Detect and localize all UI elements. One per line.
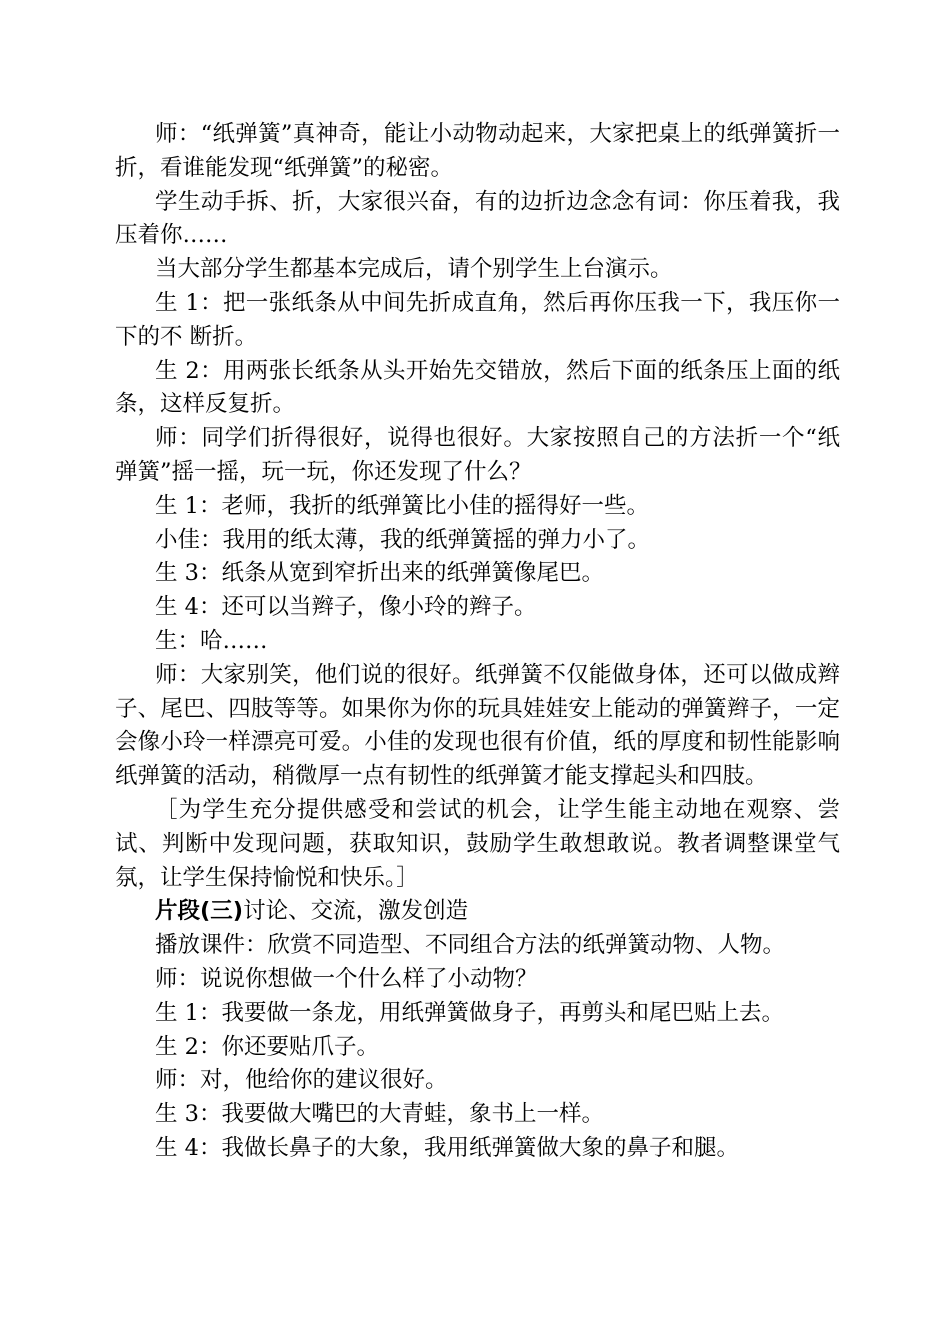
section-paragraph-6: 生 3：我要做大嘴巴的大青蛙，象书上一样。: [155, 1101, 604, 1128]
paragraph-4: 生 1：把一张纸条从中间先折成直角，然后再你压我一下，我压你一下的不 断折。: [115, 289, 840, 350]
paragraph-7: 生 1：老师，我折的纸弹簧比小佳的摇得好一些。: [155, 492, 649, 519]
section-paragraph-1: 播放课件：欣赏不同造型、不同组合方法的纸弹簧动物、人物。: [155, 932, 786, 959]
section-paragraph-3: 生 1：我要做一条龙，用纸弹簧做身子，再剪头和尾巴贴上去。: [155, 999, 784, 1026]
section-paragraph-4: 生 2：你还要贴爪子。: [155, 1033, 379, 1060]
section-heading-label: 片段(三): [155, 898, 244, 925]
paragraph-10: 生 4：还可以当辫子，像小玲的辫子。: [155, 594, 537, 621]
section-heading: [115, 895, 840, 929]
section-heading-title: 讨论、交流，激发创造: [243, 898, 469, 925]
paragraph-6: 师：同学们折得很好，说得也很好。大家按照自己的方法折一个“纸弹簧”摇一摇，玩一玩，你还发现了什么？: [115, 425, 840, 485]
section-paragraph-7: 生 4：我做长鼻子的大象，我用纸弹簧做大象的鼻子和腿。: [155, 1134, 739, 1161]
paragraph-1: 师：“纸弹簧”真神奇，能让小动物动起来，大家把桌上的纸弹簧折一折，看谁能发现“纸弹簧”的秘密。: [115, 121, 840, 181]
paragraph-3: 当大部分学生都基本完成后，请个别学生上台演示。: [155, 256, 673, 283]
paragraph-11: 生：哈……: [155, 627, 268, 654]
paragraph-9: 生 3：纸条从宽到窄折出来的纸弹簧像尾巴。: [155, 560, 604, 587]
paragraph-2: 学生动手拆、折，大家很兴奋，有的边折边念念有词：你压着我，我压着你……: [115, 188, 840, 249]
section-paragraph-2: 师：说说你想做一个什么样了小动物？: [155, 965, 538, 992]
paragraph-12: 师：大家别笑，他们说的很好。纸弹簧不仅能做身体，还可以做成辫子、尾巴、四肢等等。如果你为你的玩具娃娃安上能动的弹簧辫子，一定会像小玲一样漂亮可爱。小佳的发现也很有价值，纸的厚度和韧性能影响纸弹簧的活动，稍微厚一点有韧性的纸弹簧才能支撑起头和四肢。: [115, 661, 840, 790]
paragraph-8: 小佳：我用的纸太薄，我的纸弹簧摇的弹力小了。: [155, 526, 651, 553]
document-body: [115, 118, 840, 1166]
section-paragraph-5: 师：对，他给你的建议很好。: [155, 1067, 448, 1094]
paragraph-5: 生 2：用两张长纸条从头开始先交错放，然后下面的纸条压上面的纸条，这样反复折。: [115, 357, 840, 418]
teaching-note: ［为学生充分提供感受和尝试的机会，让学生能主动地在观察、尝试、判断中发现问题，获取知识，鼓励学生敢想敢说。教者调整课堂气氛，让学生保持愉悦和快乐。］: [115, 796, 840, 891]
